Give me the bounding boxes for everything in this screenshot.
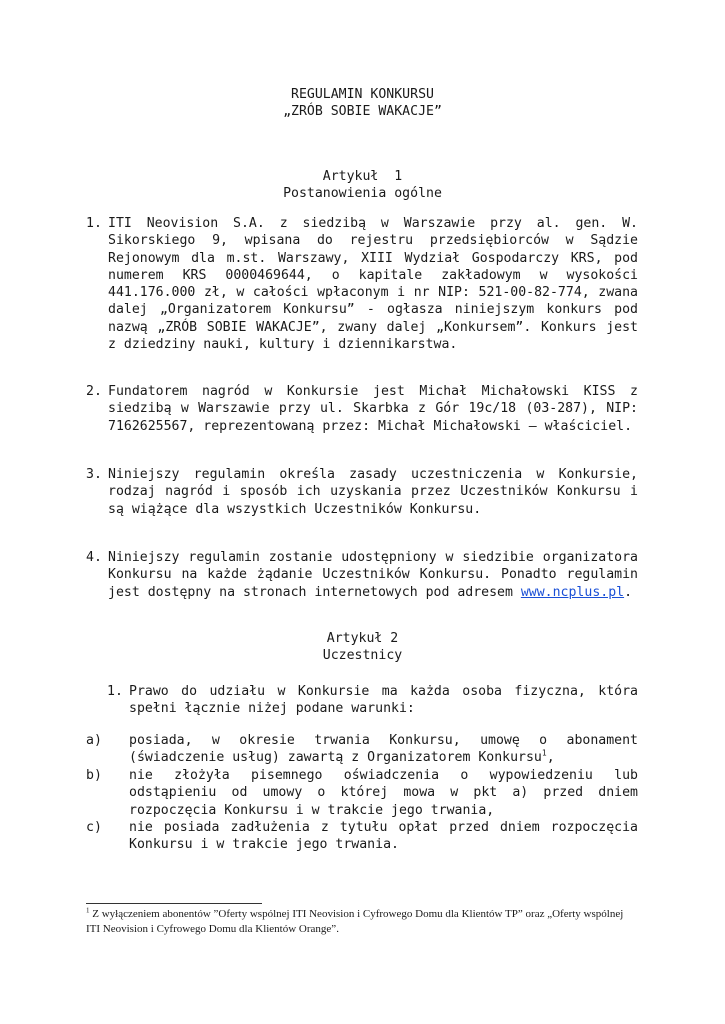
item-text: Niniejszy regulamin określa zasady uczestniczenia w Konkursie, rodzaj nagród i sposób ich uzyskania przez Uczestników Konkursu i są wiążące dla wszystkich Uczestników Konkursu. bbox=[108, 467, 638, 517]
footnote-mark: 1 bbox=[86, 906, 90, 915]
point-text: Prawo do udziału w Konkursie ma każda osoba fizyczna, która spełni łącznie niżej podane warunki: bbox=[129, 684, 638, 717]
article-1-item-1 bbox=[86, 215, 638, 353]
item-text-body: Niniejszy regulamin zostanie udostępniony w siedzibie organizatora Konkursu na każde żądanie Uczestników Konkursu. Ponadto regulamin jest dostępny na stronach internetowych pod adresem bbox=[108, 550, 638, 600]
item-text-end: . bbox=[624, 584, 633, 600]
item-text: Fundatorem nagród w Konkursie jest Michał Michałowski KISS z siedzibą w Warszawie przy ul. Skarbka z Gór 19c/18 (03-287), NIP: 7162625567, reprezentowaną przez: Michał Michałowski – właściciel. bbox=[108, 384, 638, 434]
condition-text-end: , bbox=[546, 750, 555, 766]
condition-text: nie posiada zadłużenia z tytułu opłat przed dniem rozpoczęcia Konkursu i w trakcie jego trwania. bbox=[129, 820, 638, 853]
footnote-text: Z wyłączeniem abonentów ”Oferty wspólnej ITI Neovision i Cyfrowego Domu dla Klientów TP” oraz „Oferty wspólnej ITI Neovision i Cyfrowego Domu dla Klientów Orange”. bbox=[86, 908, 624, 935]
article-1-subheading: Postanowienia ogólne bbox=[283, 186, 442, 202]
item-number: 1. bbox=[86, 216, 102, 231]
footnote-separator bbox=[86, 903, 262, 904]
ncplus-link[interactable]: www.ncplus.pl bbox=[520, 584, 625, 600]
footnote-ref: 1 bbox=[541, 748, 547, 758]
condition-a bbox=[86, 732, 638, 767]
condition-text: nie złożyła pisemnego oświadczenia o wypowiedzeniu lub odstąpieniu od umowy o której mowa w pkt a) przed dniem rozpoczęcia Konkursu i w trakcie jego trwania, bbox=[129, 768, 638, 818]
title-line-1: REGULAMIN KONKURSU bbox=[291, 87, 434, 102]
article-1-heading: Artykuł 1 bbox=[322, 169, 403, 184]
condition-label: a) bbox=[86, 733, 102, 748]
article-2-heading: Artykuł 2 bbox=[326, 631, 399, 646]
item-number: 3. bbox=[86, 467, 102, 482]
condition-c bbox=[86, 819, 638, 854]
item-text bbox=[108, 549, 638, 601]
article-1-item-3 bbox=[86, 466, 638, 518]
condition-text-body: posiada, w okresie trwania Konkursu, umowę o abonament (świadczenie usług) zawartą z Organizatorem Konkursu bbox=[129, 733, 638, 766]
condition-b bbox=[86, 767, 638, 819]
article-2-point-1 bbox=[107, 683, 638, 718]
document-title bbox=[0, 86, 725, 121]
point-number: 1. bbox=[107, 684, 123, 699]
item-number: 2. bbox=[86, 384, 102, 399]
condition-text bbox=[129, 732, 638, 767]
title-line-2: „ZRÓB SOBIE WAKACJE” bbox=[283, 104, 442, 120]
footnote bbox=[86, 907, 638, 936]
article-1-item-2 bbox=[86, 383, 638, 435]
condition-label: c) bbox=[86, 820, 102, 835]
condition-label: b) bbox=[86, 768, 102, 783]
article-1-item-4 bbox=[86, 549, 638, 601]
item-text: ITI Neovision S.A. z siedzibą w Warszawie przy al. gen. W. Sikorskiego 9, wpisana do rejestru przedsiębiorców w Sądzie Rejonowym dla m.st. Warszawy, XIII Wydział Gospodarczy KRS, pod numerem KRS 0000469644, o kapitale zakładowym w wysokości 441.176.000 zł, w całości wpłaconym i nr NIP: 521-00-82-774, zwana dalej „Organizatorem Konkursu” - ogłasza niniejszym konkurs pod nazwą „ZRÓB SOBIE WAKACJE”, zwany dalej „Konkursem”. Konkurs jest z dziedziny nauki, kultury i dziennikarstwa. bbox=[108, 216, 638, 353]
article-2-subheading: Uczestnicy bbox=[322, 648, 403, 664]
article-1-header bbox=[0, 168, 725, 203]
article-2-header bbox=[0, 630, 725, 665]
item-number: 4. bbox=[86, 550, 102, 565]
